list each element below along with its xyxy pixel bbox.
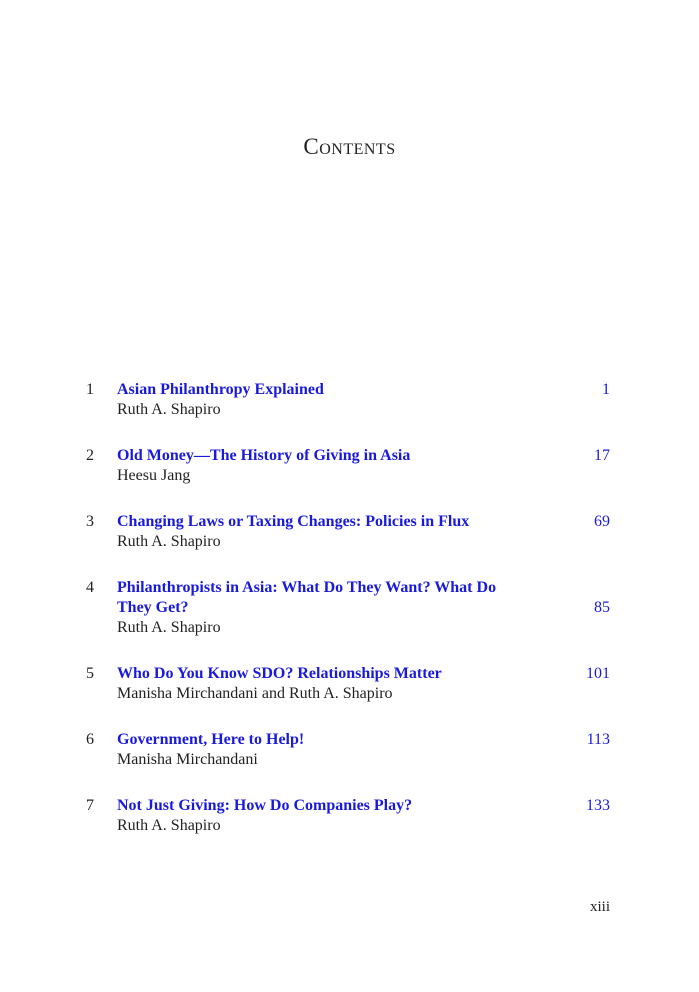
chapter-title-line: Asian Philanthropy Explained [117, 381, 324, 398]
toc-entry-6[interactable] [86, 730, 610, 770]
chapter-number: 7 [86, 797, 94, 814]
chapter-number: 6 [86, 731, 94, 748]
page-folio: xiii [589, 899, 610, 915]
chapter-number: 2 [86, 447, 94, 464]
chapter-title-line: Changing Laws or Taxing Changes: Policies in Flux [117, 513, 470, 530]
chapter-author: Heesu Jang [117, 467, 191, 484]
page-number-link[interactable]: 113 [586, 731, 610, 748]
chapter-title-link[interactable] [117, 512, 550, 532]
page-number-link[interactable]: 17 [594, 447, 610, 464]
toc-entry-3[interactable] [86, 512, 610, 552]
chapter-title-link[interactable] [117, 578, 610, 618]
chapter-title-line: Philanthropists in Asia: What Do They Want? What Do [117, 579, 497, 596]
chapter-title-link[interactable] [117, 446, 550, 466]
chapter-author: Manisha Mirchandani and Ruth A. Shapiro [117, 685, 393, 702]
chapter-author: Ruth A. Shapiro [117, 619, 221, 636]
chapter-title-link[interactable] [117, 664, 550, 684]
chapter-number: 3 [86, 513, 94, 530]
chapter-title-line: They Get? [117, 599, 189, 616]
page-title: Contents [303, 134, 396, 159]
chapter-author: Ruth A. Shapiro [117, 401, 221, 418]
chapter-title-link[interactable] [117, 730, 550, 750]
chapter-number: 4 [86, 579, 94, 596]
page-number-link[interactable]: 1 [602, 381, 610, 398]
chapter-number: 5 [86, 665, 94, 682]
toc-entry-5[interactable] [86, 664, 610, 704]
chapter-title-line: Who Do You Know SDO? Relationships Matter [117, 665, 442, 682]
chapter-author: Manisha Mirchandani [117, 751, 258, 768]
toc-entry-2[interactable] [86, 446, 610, 486]
page-number-link[interactable]: 133 [586, 797, 610, 814]
toc-entry-7[interactable] [86, 796, 610, 836]
chapter-author: Ruth A. Shapiro [117, 817, 221, 834]
toc-entry-4[interactable] [86, 578, 610, 638]
chapter-title-link[interactable] [117, 796, 550, 816]
chapter-title-line: Government, Here to Help! [117, 731, 305, 748]
chapter-title-line: Not Just Giving: How Do Companies Play? [117, 797, 413, 814]
page-number-link[interactable]: 69 [594, 513, 610, 530]
chapter-title-link[interactable] [117, 380, 550, 400]
table-of-contents [86, 380, 610, 862]
chapter-author: Ruth A. Shapiro [117, 533, 221, 550]
chapter-title-line: Old Money—The History of Giving in Asia [117, 447, 411, 464]
chapter-number: 1 [86, 381, 94, 398]
page-number-link[interactable]: 101 [586, 665, 610, 682]
page-number-link[interactable]: 85 [594, 599, 610, 616]
toc-entry-1[interactable] [86, 380, 610, 420]
